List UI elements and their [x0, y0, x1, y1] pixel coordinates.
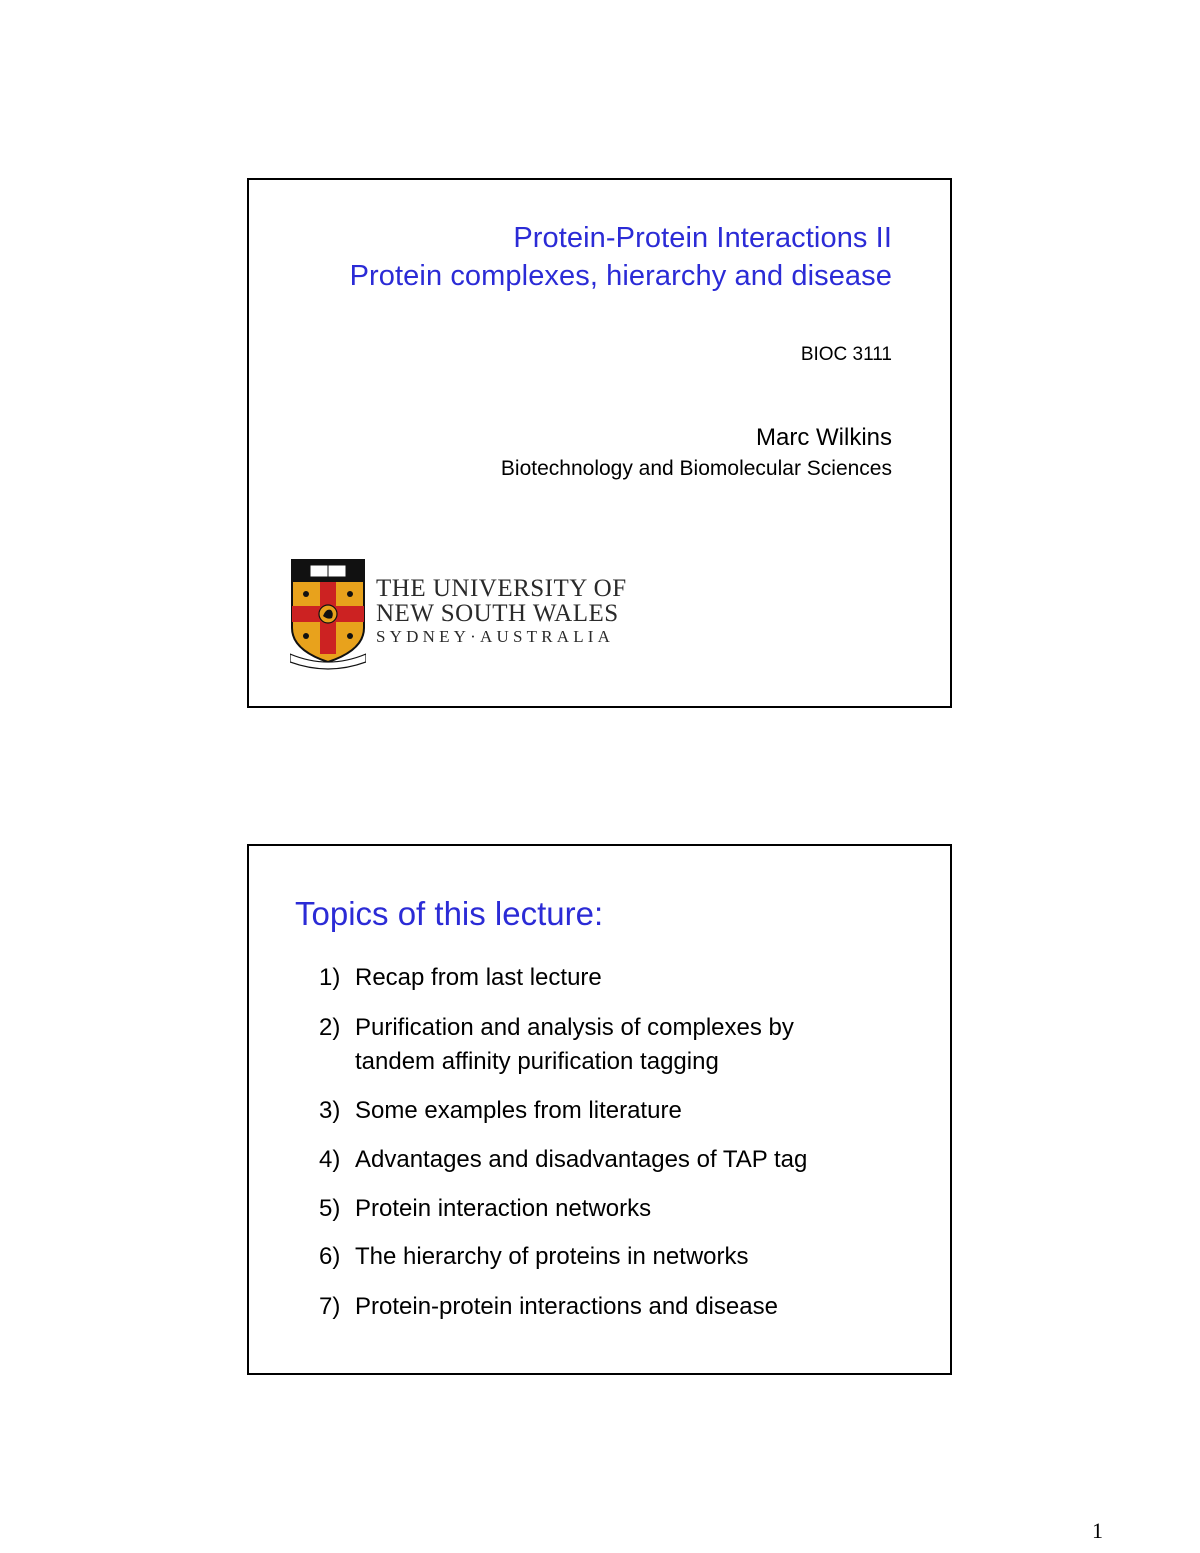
list-item-text: Protein-protein interactions and disease [355, 1293, 778, 1320]
slide-title-line-1: Protein-Protein Interactions II [513, 222, 892, 254]
list-item-text: Advantages and disadvantages of TAP tag [355, 1146, 808, 1173]
list-item-number: 4) [319, 1146, 341, 1173]
title-slide [247, 178, 952, 708]
topics-list [319, 961, 807, 1324]
list-item-text: Recap from last lecture [355, 964, 602, 991]
list-item-number: 1) [319, 964, 341, 991]
list-item-number: 3) [319, 1097, 341, 1124]
department-name: Biotechnology and Biomolecular Sciences [500, 457, 892, 480]
university-name-line-1: THE UNIVERSITY OF [376, 575, 627, 602]
list-item-number: 5) [319, 1195, 341, 1222]
university-name-line-2: NEW SOUTH WALES [376, 600, 619, 627]
list-item-number: 7) [319, 1293, 341, 1320]
course-code: BIOC 3111 [800, 344, 892, 365]
list-item [319, 1240, 807, 1274]
author-name: Marc Wilkins [756, 424, 892, 451]
university-logo [290, 558, 650, 673]
list-item-text: Protein interaction networks [355, 1195, 652, 1222]
list-item-text: The hierarchy of proteins in networks [355, 1243, 749, 1270]
list-item [319, 1143, 807, 1177]
list-item-text: Some examples from literature [355, 1097, 682, 1124]
list-item [319, 1011, 807, 1079]
university-location: SYDNEY·AUSTRALIA [376, 627, 615, 646]
university-crest-icon [290, 558, 366, 670]
list-item-number: 2) [319, 1014, 341, 1041]
list-item [319, 1094, 807, 1128]
slide-title-line-2: Protein complexes, hierarchy and disease [349, 260, 892, 292]
topics-slide [247, 844, 952, 1375]
list-item [319, 1192, 807, 1226]
list-item-number: 6) [319, 1243, 341, 1270]
page-number: 1 [1092, 1518, 1103, 1543]
list-item-text: Purification and analysis of complexes by [355, 1014, 794, 1041]
list-item-text-continued: tandem affinity purification tagging [355, 1048, 719, 1075]
list-item [319, 1290, 807, 1324]
list-item [319, 961, 807, 995]
topics-heading: Topics of this lecture: [295, 895, 604, 932]
